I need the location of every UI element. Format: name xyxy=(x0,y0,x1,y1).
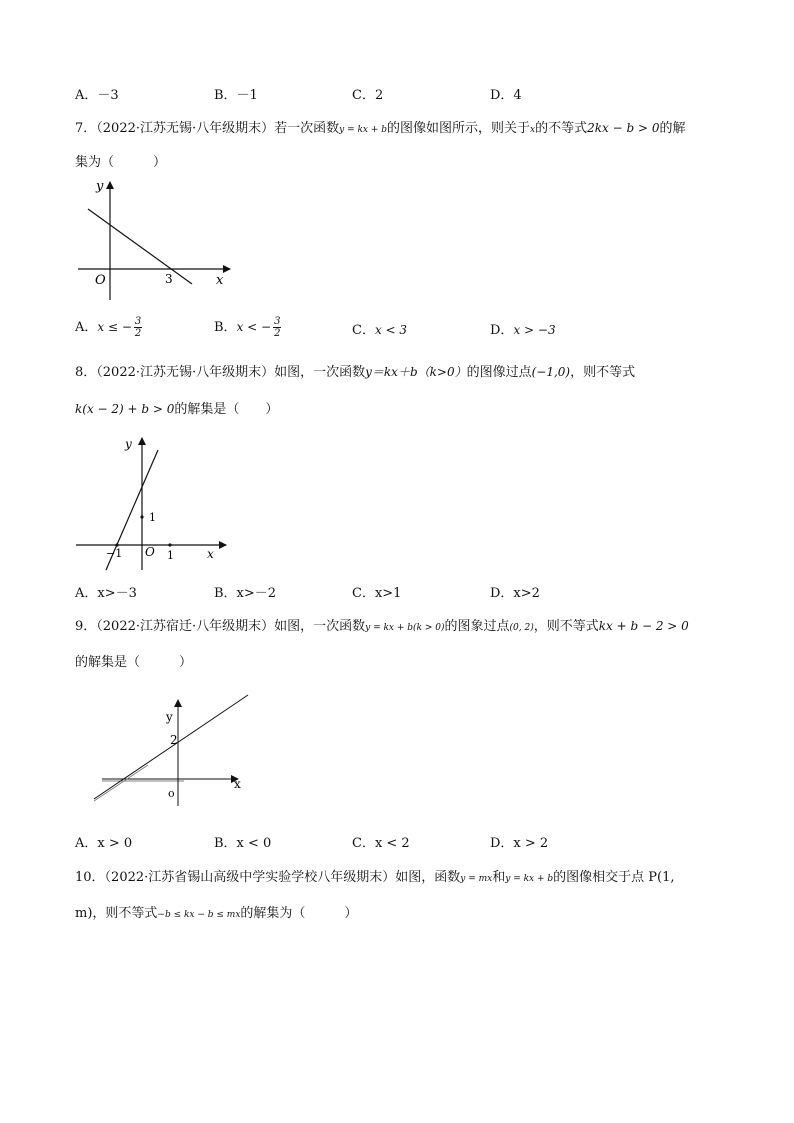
q9-stem-line1 xyxy=(75,615,689,634)
q8-one-x-label: 1 xyxy=(167,549,174,562)
q8-point: (−1,0) xyxy=(531,365,571,379)
q10-ineq: −b ≤ kx − b ≤ mx xyxy=(157,910,241,920)
q8-mid: 的图像过点 xyxy=(466,365,532,380)
q9-stem-line2: 的解集是（ ） xyxy=(75,655,193,670)
q10-stem-line2 xyxy=(75,902,357,921)
q7-graph xyxy=(70,172,240,302)
q9-option-b[interactable]: B．x < 0 xyxy=(214,836,272,851)
q8-ineq: k(x − 2) + b > 0 xyxy=(75,402,175,416)
q7-option-b-fraction: $\frac{3}{2}$ xyxy=(274,316,281,339)
q8-option-a[interactable]: A．x>－3 xyxy=(75,586,137,601)
q8-origin-label: O xyxy=(145,545,155,559)
q10-line2-a: m)，则不等式 xyxy=(75,906,158,921)
q7-option-a[interactable]: A．x ≤ − $\frac{3}{2}$ xyxy=(75,316,142,339)
q9-option-d[interactable]: D．x > 2 xyxy=(490,836,549,851)
q9-tail: ，则不等式 xyxy=(533,619,599,634)
q7-x-intercept-label: 3 xyxy=(165,272,173,286)
q7-mid2: 的不等式 xyxy=(535,121,588,136)
q7-mid1: 的图像如图所示，则关于 xyxy=(387,121,531,136)
q9-ineq: kx + b − 2 > 0 xyxy=(598,619,689,633)
q9-func: y = kx + b(k > 0) xyxy=(365,623,445,633)
q10-func1: y = mx xyxy=(460,874,493,884)
q9-graph xyxy=(88,688,258,813)
q6-option-c[interactable]: C．2 xyxy=(352,88,384,103)
q8-x-label: x xyxy=(207,547,214,561)
q7-stem-line2: 集为（ ） xyxy=(75,155,167,170)
q9-mid: 的图象过点 xyxy=(444,619,510,634)
q7-tail: 的解 xyxy=(659,121,686,136)
q7-origin-label: O xyxy=(95,273,106,288)
q10-mid: 和 xyxy=(492,870,506,885)
q7-func: y = kx + b xyxy=(339,125,388,135)
q8-option-c[interactable]: C．x>1 xyxy=(352,586,402,601)
q10-prefix: 10．（2022·江苏省锡山高级中学实验学校八年级期末）如图，函数 xyxy=(75,870,461,885)
q8-point-one xyxy=(168,543,171,546)
q10-func2: y = kx + b xyxy=(505,874,554,884)
q8-option-b[interactable]: B．x>－2 xyxy=(214,586,277,601)
q7-option-a-fraction: $\frac{3}{2}$ xyxy=(134,316,142,339)
q9-point: (0, 2) xyxy=(509,623,534,633)
q7-prefix: 7．（2022·江苏无锡·八年级期末）若一次函数 xyxy=(75,121,340,136)
q7-option-c[interactable]: C．x < 3 xyxy=(352,323,408,338)
q7-ineq: 2kx − b > 0 xyxy=(587,121,660,135)
q8-stem-line2 xyxy=(75,398,278,417)
q7-option-d[interactable]: D．x > −3 xyxy=(490,323,556,338)
q7-stem-line1 xyxy=(75,117,686,136)
q9-function-line-shadow xyxy=(94,765,148,801)
q9-x-label: x xyxy=(234,777,241,791)
q9-option-a[interactable]: A．x > 0 xyxy=(75,836,133,851)
q6-option-a[interactable]: A．－3 xyxy=(75,88,119,103)
q8-neg-one-label: −1 xyxy=(106,547,123,560)
q7-var: x xyxy=(530,125,536,135)
q6-option-b[interactable]: B．－1 xyxy=(214,88,258,103)
q8-func: y＝kx＋b（k>0） xyxy=(365,365,467,379)
q8-y-label: y xyxy=(125,437,132,451)
q8-option-d[interactable]: D．x>2 xyxy=(490,586,540,601)
q6-option-d[interactable]: D．4 xyxy=(490,88,522,103)
q8-graph xyxy=(70,432,240,572)
q8-stem-line1 xyxy=(75,361,635,380)
q9-y-label: y xyxy=(166,710,173,724)
q7-option-b[interactable]: B．x < − $\frac{3}{2}$ xyxy=(214,316,281,339)
q8-one-y-label: 1 xyxy=(149,511,156,524)
q10-stem-line1 xyxy=(75,866,675,885)
q8-tail: ，则不等式 xyxy=(570,365,636,380)
q7-x-label: x xyxy=(216,273,224,288)
q8-line2-tail: 的解集是（ ） xyxy=(174,402,279,417)
q7-y-label: y xyxy=(96,179,104,194)
q10-line2-b: 的解集为（ ） xyxy=(240,906,358,921)
q9-y-intercept-label: 2 xyxy=(170,733,178,747)
q9-prefix: 9．（2022·江苏宿迁·八年级期末）如图，一次函数 xyxy=(75,619,366,634)
q8-prefix: 8．（2022·江苏无锡·八年级期末）如图，一次函数 xyxy=(75,365,366,380)
q9-option-c[interactable]: C．x < 2 xyxy=(352,836,410,851)
q10-tail: 的图像相交于点 P(1, xyxy=(553,870,675,885)
q9-origin-label: o xyxy=(168,787,175,800)
q8-point-y-one xyxy=(140,515,143,518)
